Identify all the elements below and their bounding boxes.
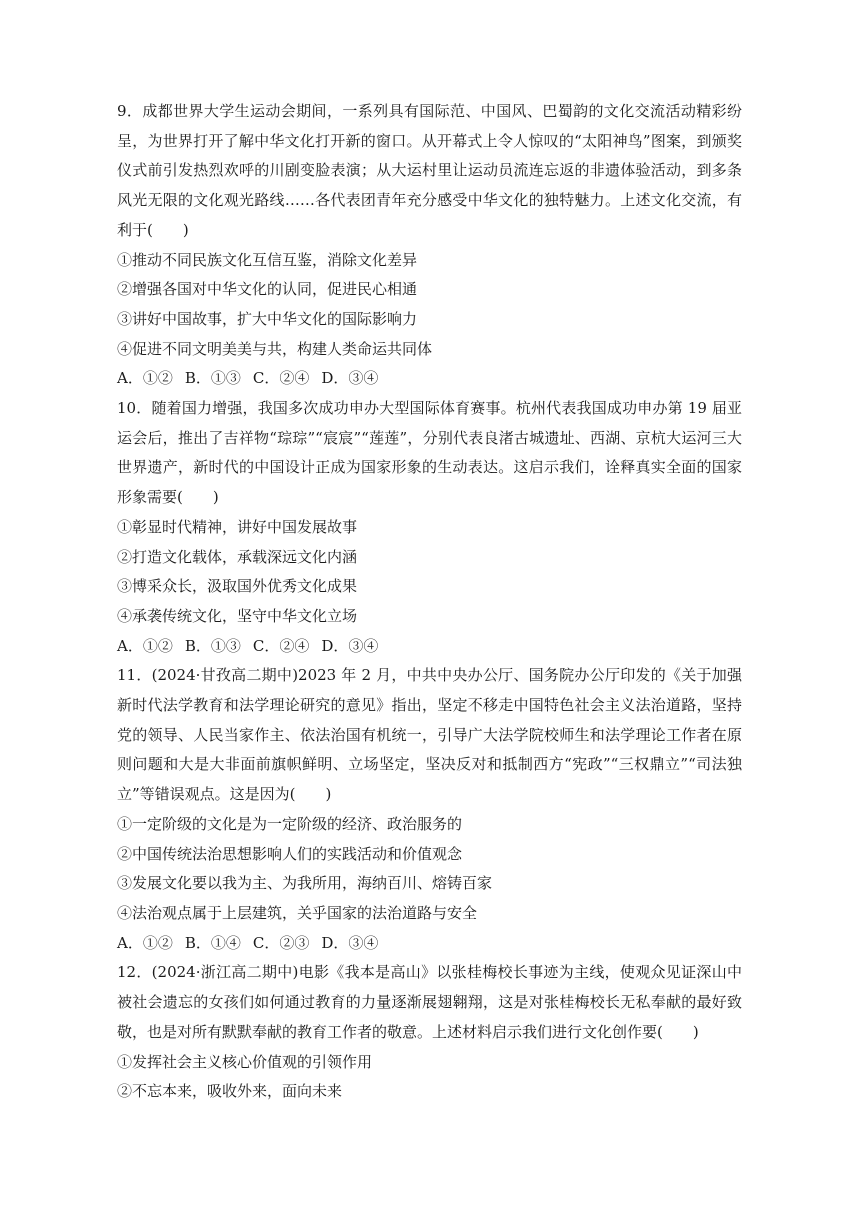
answer-choice-a: A．①② [117,933,173,952]
answer-choices [117,632,742,662]
option-item: ④承袭传统文化，坚守中华文化立场 [117,606,358,625]
answer-choice-c: C．②④ [252,636,310,655]
answer-choices [117,364,742,394]
option-item: ①彰显时代精神，讲好中国发展故事 [117,517,358,536]
answer-choice-a: A．①② [117,369,173,388]
option-item: ①发挥社会主义核心价值观的引领作用 [117,1052,373,1071]
option-item: ②中国传统法治思想影响人们的实践活动和价值观念 [117,844,463,863]
option-list [117,810,742,929]
option-item: ③讲好中国故事，扩大中华文化的国际影响力 [117,309,418,328]
answer-choice-c: C．②③ [252,933,310,952]
answer-choice-b: B．①③ [184,636,241,655]
option-item: ④促进不同文明美美与共，构建人类命运共同体 [117,339,433,358]
question-list [117,97,742,1107]
answer-choice-a: A．①② [117,636,173,655]
option-item: ③博采众长，汲取国外优秀文化成果 [117,577,358,596]
answer-choice-b: B．①④ [184,933,241,952]
question-12 [117,958,742,1107]
answer-choice-d: D．③④ [321,636,379,655]
answer-choice-d: D．③④ [321,933,379,952]
option-item: ①推动不同民族文化互信互鉴，消除文化差异 [117,250,418,269]
question-stem: 9．成都世界大学生运动会期间，一系列具有国际范、中国风、巴蜀韵的文化交流活动精彩纷呈，为世界打开了解中华文化打开新的窗口。从开幕式上令人惊叹的“太阳神鸟”图案，到颁奖仪式前引发热烈欢呼的川剧变脸表演；从大运村里让运动员流连忘返的非遗体验活动，到多条风光无限的文化观光路线……各代表团青年充分感受中华文化的独特魅力。上述文化交流，有利于( ) [117,102,742,239]
question-stem: 10．随着国力增强，我国多次成功申办大型国际体育赛事。杭州代表我国成功申办第 19 届亚运会后，推出了吉祥物“琮琮”“宸宸”“莲莲”，分别代表良渚古城遗址、西湖、京杭大运河三大世界遗产，新时代的中国设计正成为国家形象的生动表达。这启示我们，诠释真实全面的国家形象需要( ) [117,399,742,507]
option-list [117,513,742,632]
option-item: ①一定阶级的文化是为一定阶级的经济、政治服务的 [117,814,463,833]
question-10 [117,394,742,661]
question-stem: 12．(2024·浙江高二期中)电影《我本是高山》以张桂梅校长事迹为主线，使观众见证深山中被社会遗忘的女孩们如何通过教育的力量逐渐展翅翱翔，这是对张桂梅校长无私奉献的最好致敬，也是对所有默默奉献的教育工作者的敬意。上述材料启示我们进行文化创作要( ) [117,963,742,1041]
answer-choice-c: C．②④ [252,369,310,388]
option-item: ②增强各国对中华文化的认同，促进民心相通 [117,280,418,299]
answer-choice-b: B．①③ [184,369,241,388]
option-item: ②不忘本来，吸收外来，面向未来 [117,1082,343,1101]
question-stem: 11．(2024·甘孜高二期中)2023 年 2 月，中共中央办公厅、国务院办公厅印发的《关于加强新时代法学教育和法学理论研究的意见》指出，坚定不移走中国特色社会主义法治道路，坚持党的领导、人民当家作主、依法治国有机统一，引导广大法学院校师生和法学理论工作者在原则问题和大是大非面前旗帜鲜明、立场坚定，坚决反对和抵制西方“宪政”“三权鼎立”“司法独立”等错误观点。这是因为( ) [117,666,742,804]
option-item: ③发展文化要以我为主、为我所用，海纳百川、熔铸百家 [117,874,493,893]
option-list [117,1048,742,1107]
answer-choices [117,929,742,959]
question-9 [117,97,742,394]
option-item: ②打造文化载体，承载深远文化内涵 [117,547,358,566]
option-item: ④法治观点属于上层建筑，关乎国家的法治道路与安全 [117,903,478,922]
option-list [117,246,742,365]
question-11 [117,661,742,958]
answer-choice-d: D．③④ [321,369,379,388]
